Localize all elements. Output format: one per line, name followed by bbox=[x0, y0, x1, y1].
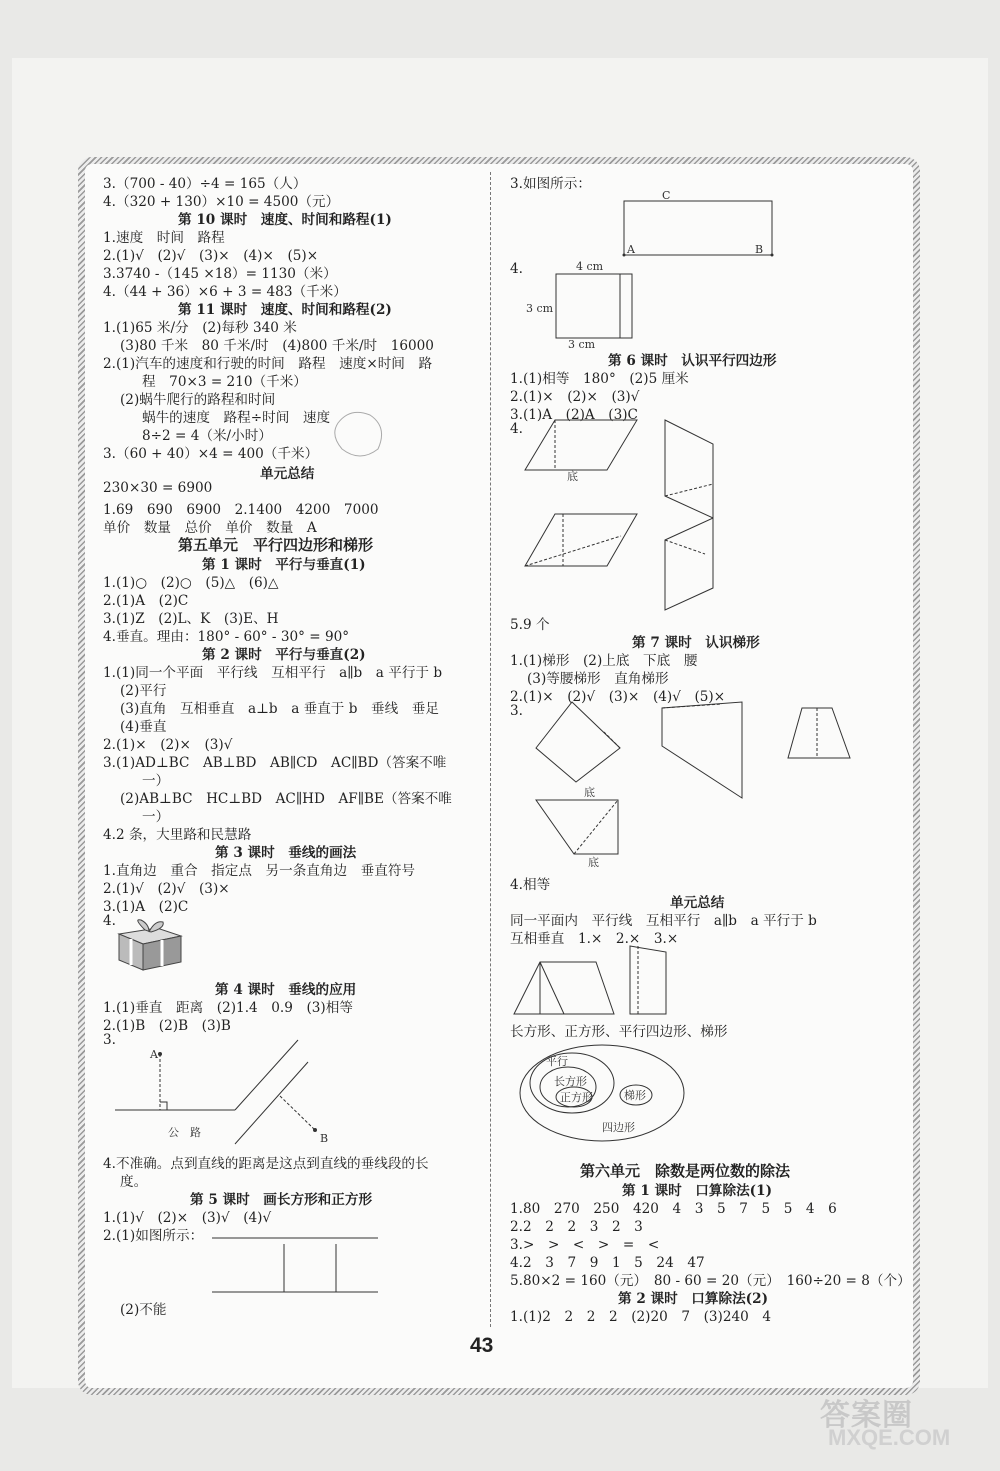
unit-heading: 第五单元 平行四边形和梯形 bbox=[178, 536, 374, 554]
answer-line: 2.2 2 2 3 2 3 bbox=[510, 1219, 643, 1235]
answer-line: 1.(1)相等 180° (2)5 厘米 bbox=[510, 371, 689, 387]
answer-line: 5.80×2 = 160（元） 80 - 60 = 20（元） 160÷20 = 8（个） bbox=[510, 1273, 911, 1289]
answer-line: 8÷2 = 4（米/小时） bbox=[142, 428, 272, 444]
quadrilateral-label: 四边形 bbox=[602, 1121, 635, 1134]
lesson-heading: 第 1 课时 平行与垂直(1) bbox=[202, 557, 366, 573]
three-cm-left-label: 3 cm bbox=[526, 302, 554, 315]
base-label: 底 bbox=[567, 470, 578, 483]
answer-line: 4. bbox=[510, 261, 523, 277]
answer-line: (2)蜗牛爬行的路程和时间 bbox=[120, 392, 276, 408]
trapezoid-split-figure bbox=[510, 942, 710, 1017]
rectangle-drawing-figure bbox=[212, 1234, 382, 1299]
answer-line: 一） bbox=[142, 809, 170, 825]
section-heading: 单元总结 bbox=[260, 466, 315, 482]
answer-line: 1.(1)同一个平面 平行线 互相平行 a∥b a 平行于 b bbox=[103, 665, 443, 681]
answer-line: (3)等腰梯形 直角梯形 bbox=[527, 671, 669, 687]
answer-line: 2.(1)× (2)× (3)√ bbox=[103, 737, 233, 753]
answer-line: 3.（60 + 40）×4 = 400（千米） bbox=[103, 446, 319, 462]
answer-line: 3.(1)A (2)C bbox=[103, 899, 189, 915]
trapezoid-label: 梯形 bbox=[624, 1089, 646, 1102]
answer-line: 2.(1)如图所示： bbox=[103, 1228, 204, 1244]
answer-line: 1.69 690 6900 2.1400 4200 7000 bbox=[103, 502, 379, 518]
watermark-url: MXQE.COM bbox=[828, 1425, 951, 1450]
three-cm-bottom-label: 3 cm bbox=[568, 338, 596, 351]
answer-line: (3)80 千米 80 千米/时 (4)800 千米/时 16000 bbox=[120, 338, 434, 354]
lesson-heading: 第 1 课时 口算除法(1) bbox=[622, 1183, 772, 1199]
answer-line: 长方形、正方形、平行四边形、梯形 bbox=[510, 1024, 728, 1040]
answer-line: 3.3740 -（145 ×18）= 1130（米） bbox=[103, 266, 337, 282]
answer-line: 3.(1)A (2)A (3)C bbox=[510, 407, 638, 423]
answer-line: 3.> > < > = < bbox=[510, 1237, 660, 1253]
answer-line: 4. bbox=[103, 913, 116, 929]
gift-box-figure bbox=[115, 918, 185, 973]
lesson-heading: 第 7 课时 认识梯形 bbox=[632, 635, 760, 651]
answer-line: 1.80 270 250 420 4 3 5 7 5 5 4 6 bbox=[510, 1201, 837, 1217]
answer-line: 2.(1)B (2)B (3)B bbox=[103, 1018, 231, 1034]
lesson-heading: 第 2 课时 平行与垂直(2) bbox=[202, 647, 366, 663]
lesson-heading: 第 2 课时 口算除法(2) bbox=[618, 1291, 768, 1307]
lesson-heading: 第 5 课时 画长方形和正方形 bbox=[190, 1192, 373, 1208]
answer-line: (2)平行 bbox=[120, 683, 167, 699]
answer-line: 互相垂直 1.× 2.× 3.× bbox=[510, 931, 679, 947]
answer-line: 1.(1)√ (2)× (3)√ (4)√ bbox=[103, 1210, 272, 1226]
answer-line: 一） bbox=[142, 773, 170, 789]
point-a-label: A bbox=[150, 1048, 158, 1061]
answer-line: (2)AB⊥BC HC⊥BD AC∥HD AF∥BE（答案不唯 bbox=[120, 791, 452, 807]
answer-line: 4. bbox=[510, 421, 523, 437]
lesson-heading: 第 10 课时 速度、时间和路程(1) bbox=[178, 212, 392, 228]
road-figure bbox=[110, 1030, 340, 1150]
answer-line: 1.(1)梯形 (2)上底 下底 腰 bbox=[510, 653, 698, 669]
answer-line: 3.(1)Z (2)L、K (3)E、H bbox=[103, 611, 279, 627]
rectangle-abc-figure bbox=[618, 186, 783, 261]
page-number: 43 bbox=[470, 1334, 494, 1357]
parallel-label: 平行 bbox=[546, 1055, 568, 1068]
answer-line: 蜗牛的速度 路程÷时间 速度 bbox=[142, 410, 331, 426]
answer-line: 2.(1)× (2)× (3)√ bbox=[510, 389, 640, 405]
point-c-label: C bbox=[662, 189, 671, 202]
point-a-label: A bbox=[627, 243, 635, 256]
answer-line: 3.如图所示： bbox=[510, 176, 591, 192]
answer-line: 3. bbox=[510, 703, 523, 719]
rectangle-label: 长方形 bbox=[554, 1075, 587, 1088]
answer-line: 4.2 条，大里路和民慧路 bbox=[103, 827, 252, 843]
answer-line: 4.不准确。点到直线的距离是这点到直线的垂线段的长 bbox=[103, 1156, 429, 1172]
answer-line: 1.(1)○ (2)○ (5)△ (6)△ bbox=[103, 575, 279, 591]
point-b-label: B bbox=[320, 1132, 329, 1145]
lesson-heading: 第 4 课时 垂线的应用 bbox=[215, 982, 357, 998]
road-label: 公 路 bbox=[168, 1126, 201, 1139]
column-divider bbox=[490, 172, 491, 1327]
square-rectangle-figure bbox=[524, 258, 644, 350]
answer-line: 单价 数量 总价 单价 数量 A bbox=[103, 520, 317, 536]
answer-line: 2.(1)A (2)C bbox=[103, 593, 189, 609]
answer-line: 4.2 3 7 9 1 5 24 47 bbox=[510, 1255, 705, 1271]
quadrilateral-venn-figure bbox=[518, 1043, 688, 1143]
answer-line: 4.（320 + 130）×10 = 4500（元） bbox=[103, 194, 340, 210]
square-label: 正方形 bbox=[560, 1091, 593, 1104]
answer-line: 1.(1)垂直 距离 (2)1.4 0.9 (3)相等 bbox=[103, 1000, 353, 1016]
lesson-heading: 第 3 课时 垂线的画法 bbox=[215, 845, 357, 861]
lesson-heading: 第 11 课时 速度、时间和路程(2) bbox=[178, 302, 392, 318]
answer-line: 程 70×3 = 210（千米） bbox=[142, 374, 307, 390]
answer-line: 4.相等 bbox=[510, 877, 551, 893]
base-label: 底 bbox=[584, 786, 595, 799]
stamp-icon bbox=[330, 405, 390, 465]
answer-line: 3. bbox=[103, 1032, 116, 1048]
answer-line: 同一平面内 平行线 互相平行 a∥b a 平行于 b bbox=[510, 913, 817, 929]
section-heading: 单元总结 bbox=[670, 895, 725, 911]
lesson-heading: 第 6 课时 认识平行四边形 bbox=[608, 353, 777, 369]
answer-line: (2)不能 bbox=[120, 1302, 167, 1318]
parallelogram-heights-figure bbox=[525, 418, 725, 613]
base-label: 底 bbox=[588, 856, 599, 869]
four-cm-label: 4 cm bbox=[576, 260, 604, 273]
answer-line: 1.速度 时间 路程 bbox=[103, 230, 225, 246]
answer-line: 1.(1)2 2 2 2 (2)20 7 (3)240 4 bbox=[510, 1309, 772, 1325]
trapezoid-heights-figure bbox=[532, 700, 852, 870]
answer-line: 4.垂直。理由：180° - 60° - 30° = 90° bbox=[103, 629, 350, 645]
point-b-label: B bbox=[755, 243, 764, 256]
answer-line: (3)直角 互相垂直 a⊥b a 垂直于 b 垂线 垂足 bbox=[120, 701, 439, 717]
answer-line: 230×30 = 6900 bbox=[103, 480, 213, 496]
answer-line: 2.(1)× (2)√ (3)× (4)√ (5)× bbox=[510, 689, 726, 705]
answer-line: 3.(1)AD⊥BC AB⊥BD AB∥CD AC∥BD（答案不唯 bbox=[103, 755, 447, 771]
answer-line: 3.（700 - 40）÷4 = 165（人） bbox=[103, 176, 307, 192]
answer-line: 1.(1)65 米/分 (2)每秒 340 米 bbox=[103, 320, 297, 336]
answer-line: (4)垂直 bbox=[120, 719, 167, 735]
answer-line: 2.(1)√ (2)√ (3)× bbox=[103, 881, 230, 897]
answer-line: 4.（44 + 36）×6 + 3 = 483（千米） bbox=[103, 284, 347, 300]
answer-line: 2.(1)√ (2)√ (3)× (4)× (5)× bbox=[103, 248, 319, 264]
watermark-logo: 答案圈 bbox=[820, 1399, 913, 1432]
unit-heading: 第六单元 除数是两位数的除法 bbox=[580, 1162, 791, 1180]
answer-line: 度。 bbox=[120, 1174, 148, 1190]
answer-line: 5.9 个 bbox=[510, 617, 550, 633]
answer-line: 2.(1)汽车的速度和行驶的时间 路程 速度×时间 路 bbox=[103, 356, 433, 372]
answer-line: 1.直角边 重合 指定点 另一条直角边 垂直符号 bbox=[103, 863, 416, 879]
